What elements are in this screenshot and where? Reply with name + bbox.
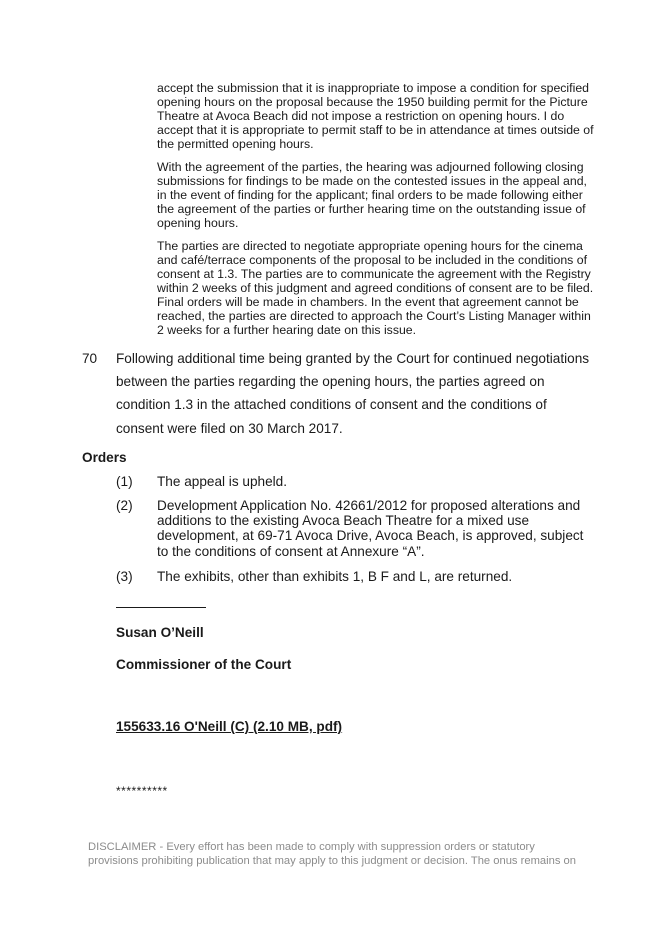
signer-title: Commissioner of the Court [116, 657, 292, 672]
disclaimer-text: DISCLAIMER - Every effort has been made to comply with suppression orders or statutory provisions prohibiting publication that may apply to this judgment or decision. The onus remains on [88, 841, 576, 867]
signer-name: Susan O’Neill [116, 625, 204, 640]
paragraph-body: Following additional time being granted by the Court for continued negotiations between the parties regarding the opening hours, the parties agreed on condition 1.3 in the attached conditions of consent and the conditions of consent were filed on 30 March 2017. [116, 351, 590, 436]
quoted-paragraph-directions: The parties are directed to negotiate appropriate opening hours for the cinema and café/terrace components of the proposal to be included in the conditions of consent at 1.3. The parties are to communicate the agreement with the Registry within 2 weeks of this judgment and agreed conditions of consent are to be filed. Final orders will be made in chambers. In the event that agreement cannot be reached, the parties are directed to approach the Court’s Listing Manager within 2 weeks for a further hearing date on this issue. [157, 239, 594, 337]
signature-line [116, 607, 206, 608]
attachment-pdf-link[interactable]: 155633.16 O'Neill (C) (2.10 MB, pdf) [116, 719, 343, 734]
quoted-paragraph-adjournment: With the agreement of the parties, the hearing was adjourned following closing submissions for findings to be made on the contested issues in the appeal and, in the event of finding for the applicant; final orders to be made following either the agreement of the parties or further hearing time on the outstanding issue of opening hours. [157, 160, 587, 230]
order-number: (3) [116, 569, 133, 584]
section-separator: ********** [116, 784, 168, 798]
paragraph-number: 70 [82, 351, 98, 366]
quoted-paragraph-hours-condition: accept the submission that it is inappropriate to impose a condition for specified opening hours on the proposal because the 1950 building permit for the Picture Theatre at Avoca Beach did not impose a restriction on opening hours. I do accept that it is appropriate to permit staff to be in attendance at times outside of the permitted opening hours. [157, 81, 594, 151]
orders-heading: Orders [82, 450, 127, 465]
order-number: (2) [116, 498, 133, 513]
order-text: The exhibits, other than exhibits 1, B F and L, are returned. [157, 569, 513, 584]
order-text: Development Application No. 42661/2012 for proposed alterations and additions to the existing Avoca Beach Theatre for a mixed use development, at 69-71 Avoca Drive, Avoca Beach, is approved, subject to the conditions of consent at Annexure “A”. [157, 498, 584, 559]
order-text: The appeal is upheld. [157, 474, 287, 489]
order-number: (1) [116, 474, 133, 489]
